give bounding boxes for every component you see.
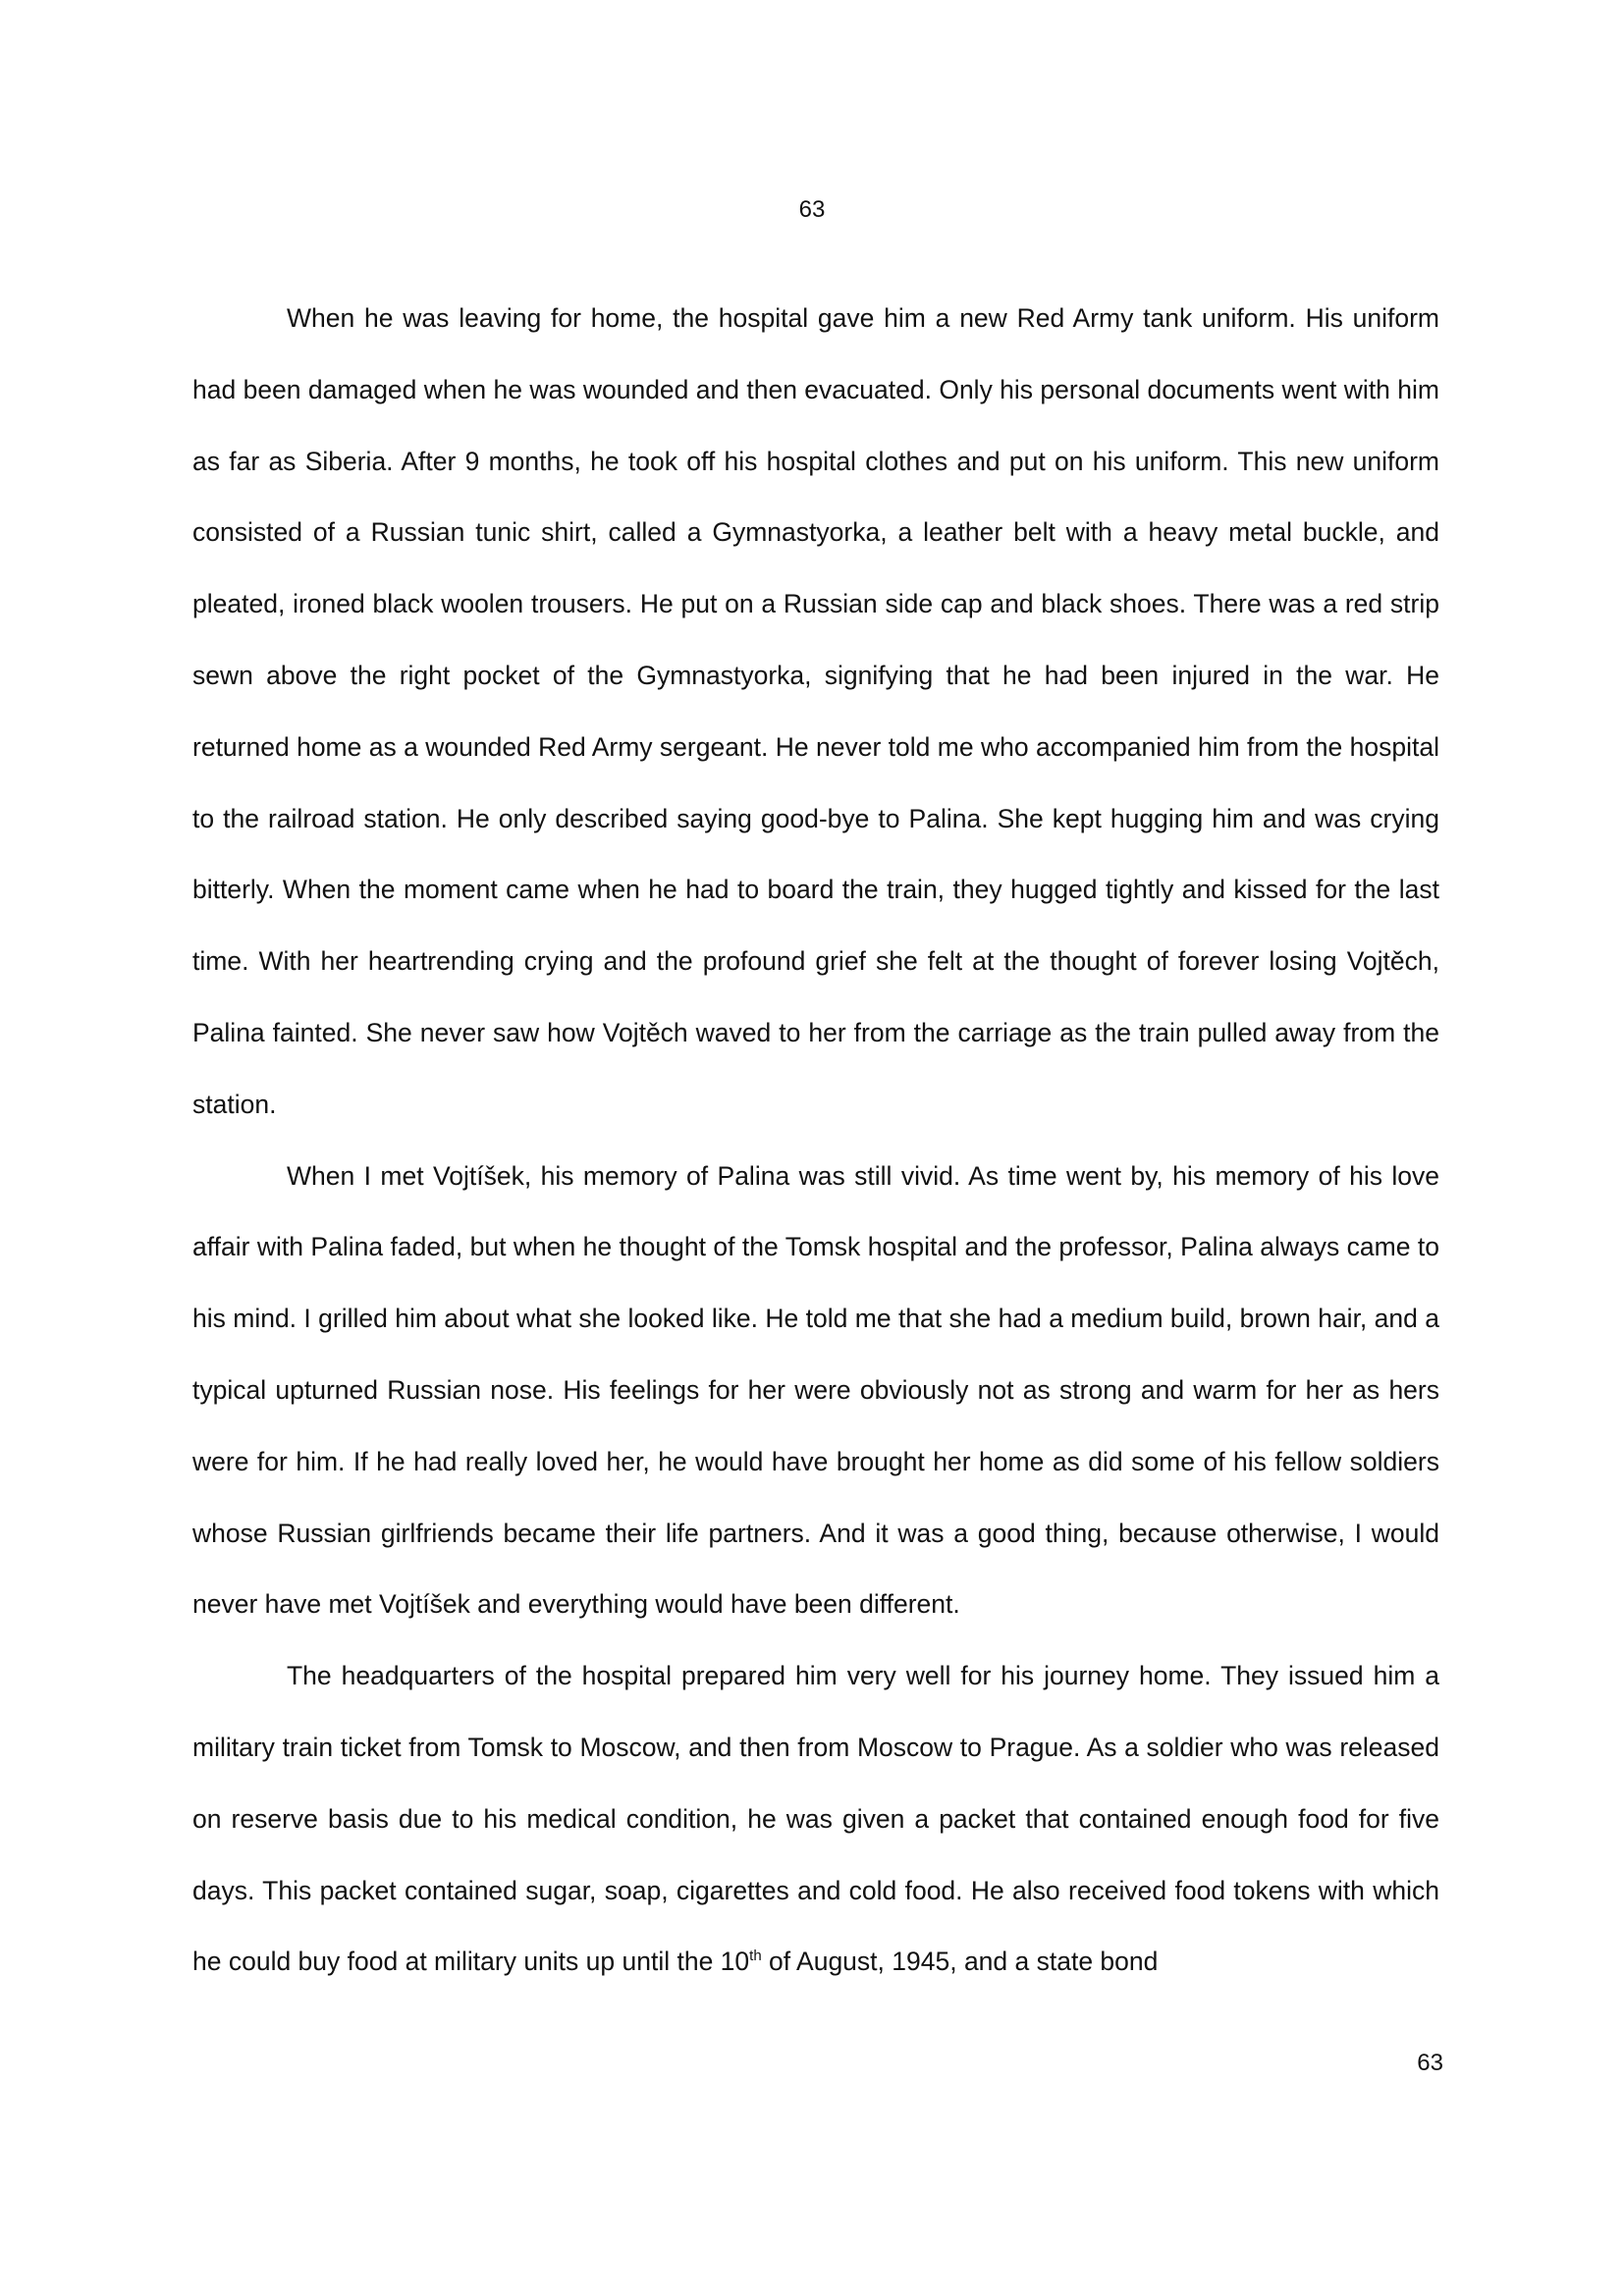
paragraph-3-tail: of August, 1945, and a state bond <box>761 1947 1159 1977</box>
ordinal-suffix: th <box>749 1948 762 1965</box>
paragraph-3 <box>192 1640 1439 1998</box>
body-text <box>192 283 1439 1998</box>
page-number-top: 63 <box>798 196 826 223</box>
page-number-bottom: 63 <box>1417 2050 1443 2076</box>
paragraph-3-text: The headquarters of the hospital prepared him very well for his journey home. They issued him a military train ticket from Tomsk to Moscow, and then from Moscow to Prague. As a soldier who was released on reserve basis due to his medical condition, he was given a packet that contained enough food for five days. This packet contained sugar, soap, cigarettes and cold food. He also received food tokens with which he could buy food at military units up until the 10 <box>192 1661 1439 1977</box>
paragraph-2: When I met Vojtíšek, his memory of Palina was still vivid. As time went by, his memory of his love affair with Palina faded, but when he thought of the Tomsk hospital and the professor, Palina always came to his mind. I grilled him about what she looked like. He told me that she had a medium build, brown hair, and a typical upturned Russian nose. His feelings for her were obviously not as strong and warm for her as hers were for him. If he had really loved her, he would have brought her home as did some of his fellow soldiers whose Russian girlfriends became their life partners. And it was a good thing, because otherwise, I would never have met Vojtíšek and everything would have been different. <box>192 1160 1439 1620</box>
paragraph-1: When he was leaving for home, the hospital gave him a new Red Army tank uniform. His uniform had been damaged when he was wounded and then evacuated. Only his personal documents went with him as far as Siberia. After 9 months, he took off his hospital clothes and put on his uniform. This new uniform consisted of a Russian tunic shirt, called a Gymnastyorka, a leather belt with a heavy metal buckle, and pleated, ironed black woolen trousers. He put on a Russian side cap and black shoes. There was a red strip sewn above the right pocket of the Gymnastyorka, signifying that he had been injured in the war. He returned home as a wounded Red Army sergeant. He never told me who accompanied him from the hospital to the railroad station. He only described saying good-bye to Palina. She kept hugging him and was crying bitterly. When the moment came when he had to board the train, they hugged tightly and kissed for the last time. With her heartrending crying and the profound grief she felt at the thought of forever losing Vojtěch, Palina fainted. She never saw how Vojtěch waved to her from the carriage as the train pulled away from the station. <box>192 303 1439 1119</box>
